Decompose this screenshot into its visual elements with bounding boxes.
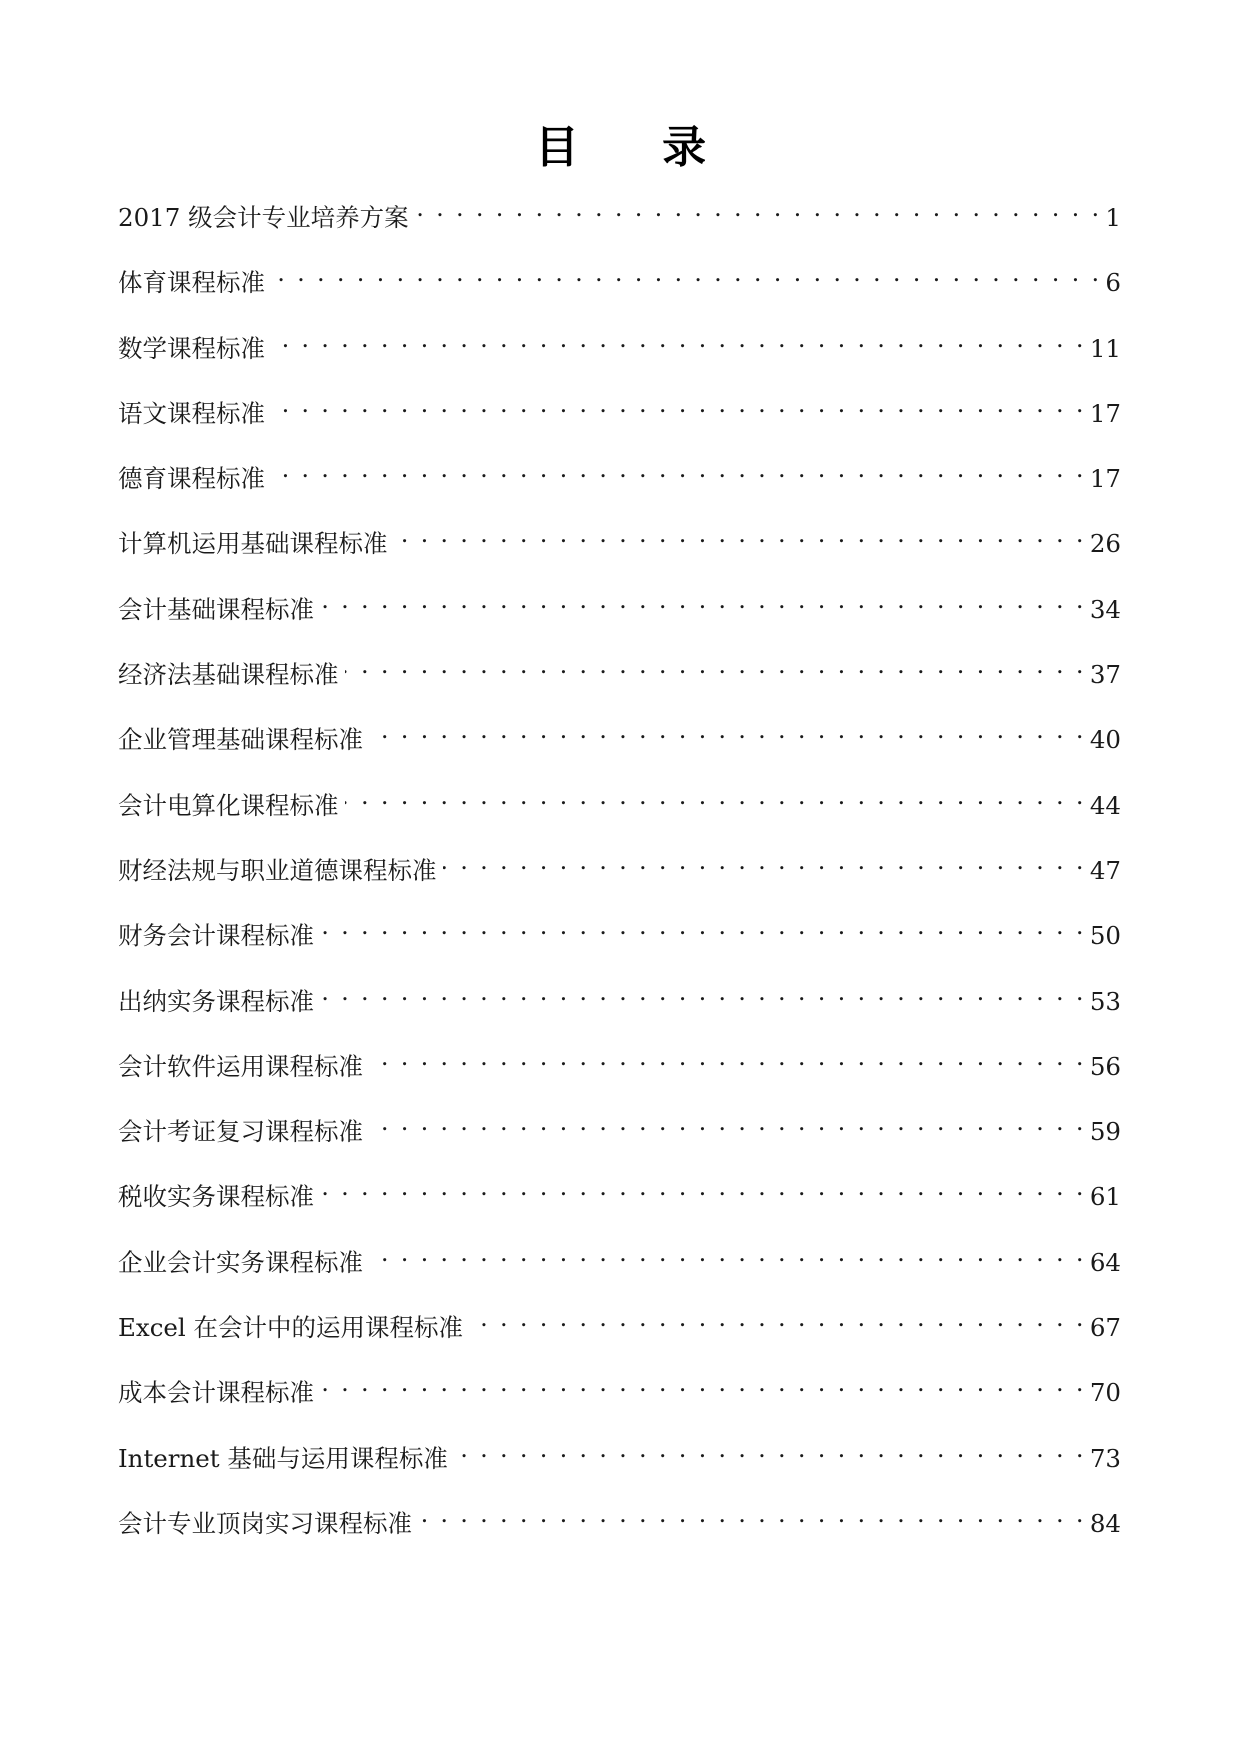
toc-entry[interactable] <box>118 778 1121 843</box>
toc-page-number: 70 <box>1089 1378 1121 1408</box>
toc-entry-title: 会计电算化课程标准 <box>118 790 339 820</box>
toc-page-number: 64 <box>1089 1247 1121 1277</box>
toc-entry-title: 计算机运用基础课程标准 <box>118 529 388 559</box>
toc-entry[interactable] <box>118 386 1121 451</box>
toc-page-number: 56 <box>1089 1051 1121 1081</box>
toc-entry[interactable] <box>118 647 1121 712</box>
toc-dot-leader <box>418 1496 1086 1532</box>
toc-page-number: 11 <box>1089 333 1121 363</box>
toc-dot-leader <box>271 451 1086 487</box>
toc-entry-title: Internet 基础与运用课程标准 <box>118 1443 448 1473</box>
toc-dot-leader <box>345 647 1086 683</box>
toc-page-number: 40 <box>1089 725 1121 755</box>
toc-entry-title: 出纳实务课程标准 <box>118 986 314 1016</box>
toc-entry-title: 企业会计实务课程标准 <box>118 1247 363 1277</box>
toc-entry[interactable] <box>118 1365 1121 1430</box>
toc-entry[interactable] <box>118 451 1121 516</box>
toc-entry[interactable] <box>118 908 1121 973</box>
toc-page-number: 34 <box>1089 594 1121 624</box>
toc-page-number: 61 <box>1089 1182 1121 1212</box>
toc-page-number: 50 <box>1089 921 1121 951</box>
toc-entry-title: 会计软件运用课程标准 <box>118 1051 363 1081</box>
toc-entry[interactable] <box>118 255 1121 320</box>
toc-page-number: 37 <box>1089 660 1121 690</box>
toc-page-number: 53 <box>1089 986 1121 1016</box>
toc-dot-leader <box>443 843 1086 879</box>
toc-entry[interactable] <box>118 1431 1121 1496</box>
toc-dot-leader <box>271 321 1086 357</box>
toc-entry[interactable] <box>118 1169 1121 1234</box>
toc-entry-title: 财经法规与职业道德课程标准 <box>118 855 437 885</box>
toc-entry-title: 会计考证复习课程标准 <box>118 1117 363 1147</box>
toc-entry[interactable] <box>118 321 1121 386</box>
toc-dot-leader <box>369 712 1086 748</box>
toc-entry-title: 财务会计课程标准 <box>118 921 314 951</box>
toc-title: 目 录 <box>534 122 741 173</box>
toc-entry[interactable] <box>118 582 1121 647</box>
toc-entry[interactable] <box>118 1235 1121 1300</box>
toc-entry[interactable] <box>118 1039 1121 1104</box>
toc-entry-title: 成本会计课程标准 <box>118 1378 314 1408</box>
toc-entry[interactable] <box>118 190 1121 255</box>
toc-page-number: 47 <box>1089 855 1121 885</box>
toc-entry-title: 企业管理基础课程标准 <box>118 725 363 755</box>
toc-entry-title: 体育课程标准 <box>118 268 265 298</box>
toc-dot-leader <box>271 255 1101 291</box>
toc-page-number: 26 <box>1089 529 1121 559</box>
toc-entry[interactable] <box>118 1104 1121 1169</box>
toc-entry[interactable] <box>118 516 1121 581</box>
toc-entry[interactable] <box>118 843 1121 908</box>
toc-dot-leader <box>369 1235 1086 1271</box>
toc-dot-leader <box>369 1039 1086 1075</box>
toc-entry[interactable] <box>118 1496 1121 1561</box>
toc-dot-leader <box>394 516 1086 552</box>
toc-entry-title: 税收实务课程标准 <box>118 1182 314 1212</box>
table-of-contents <box>118 190 1121 1561</box>
toc-dot-leader <box>320 974 1086 1010</box>
toc-entry-title: 会计专业顶岗实习课程标准 <box>118 1508 412 1538</box>
toc-entry[interactable] <box>118 712 1121 777</box>
toc-entry-title: 数学课程标准 <box>118 333 265 363</box>
toc-page-number: 17 <box>1089 398 1121 428</box>
toc-page-number: 17 <box>1089 464 1121 494</box>
toc-dot-leader <box>369 1104 1086 1140</box>
toc-entry-title: 德育课程标准 <box>118 464 265 494</box>
toc-page-number: 84 <box>1089 1508 1121 1538</box>
toc-entry-title: 2017 级会计专业培养方案 <box>118 203 409 232</box>
toc-entry-title: 语文课程标准 <box>118 398 265 428</box>
toc-entry-title: 经济法基础课程标准 <box>118 660 339 690</box>
toc-dot-leader <box>320 908 1086 944</box>
toc-dot-leader <box>320 1365 1086 1401</box>
toc-dot-leader <box>320 1169 1086 1205</box>
toc-entry[interactable] <box>118 1300 1121 1365</box>
toc-dot-leader <box>469 1300 1086 1336</box>
toc-page-number: 6 <box>1105 268 1121 298</box>
toc-entry[interactable] <box>118 974 1121 1039</box>
toc-page-number: 1 <box>1105 203 1121 232</box>
toc-entry-title: 会计基础课程标准 <box>118 594 314 624</box>
toc-page-number: 67 <box>1089 1313 1121 1343</box>
toc-page-number: 59 <box>1089 1117 1121 1147</box>
toc-dot-leader <box>345 778 1086 814</box>
toc-entry-title: Excel 在会计中的运用课程标准 <box>118 1313 464 1343</box>
toc-dot-leader <box>454 1431 1086 1467</box>
toc-dot-leader <box>415 190 1102 226</box>
toc-page-number: 44 <box>1089 790 1121 820</box>
toc-dot-leader <box>271 386 1086 422</box>
toc-page-number: 73 <box>1089 1443 1121 1473</box>
toc-dot-leader <box>320 582 1086 618</box>
